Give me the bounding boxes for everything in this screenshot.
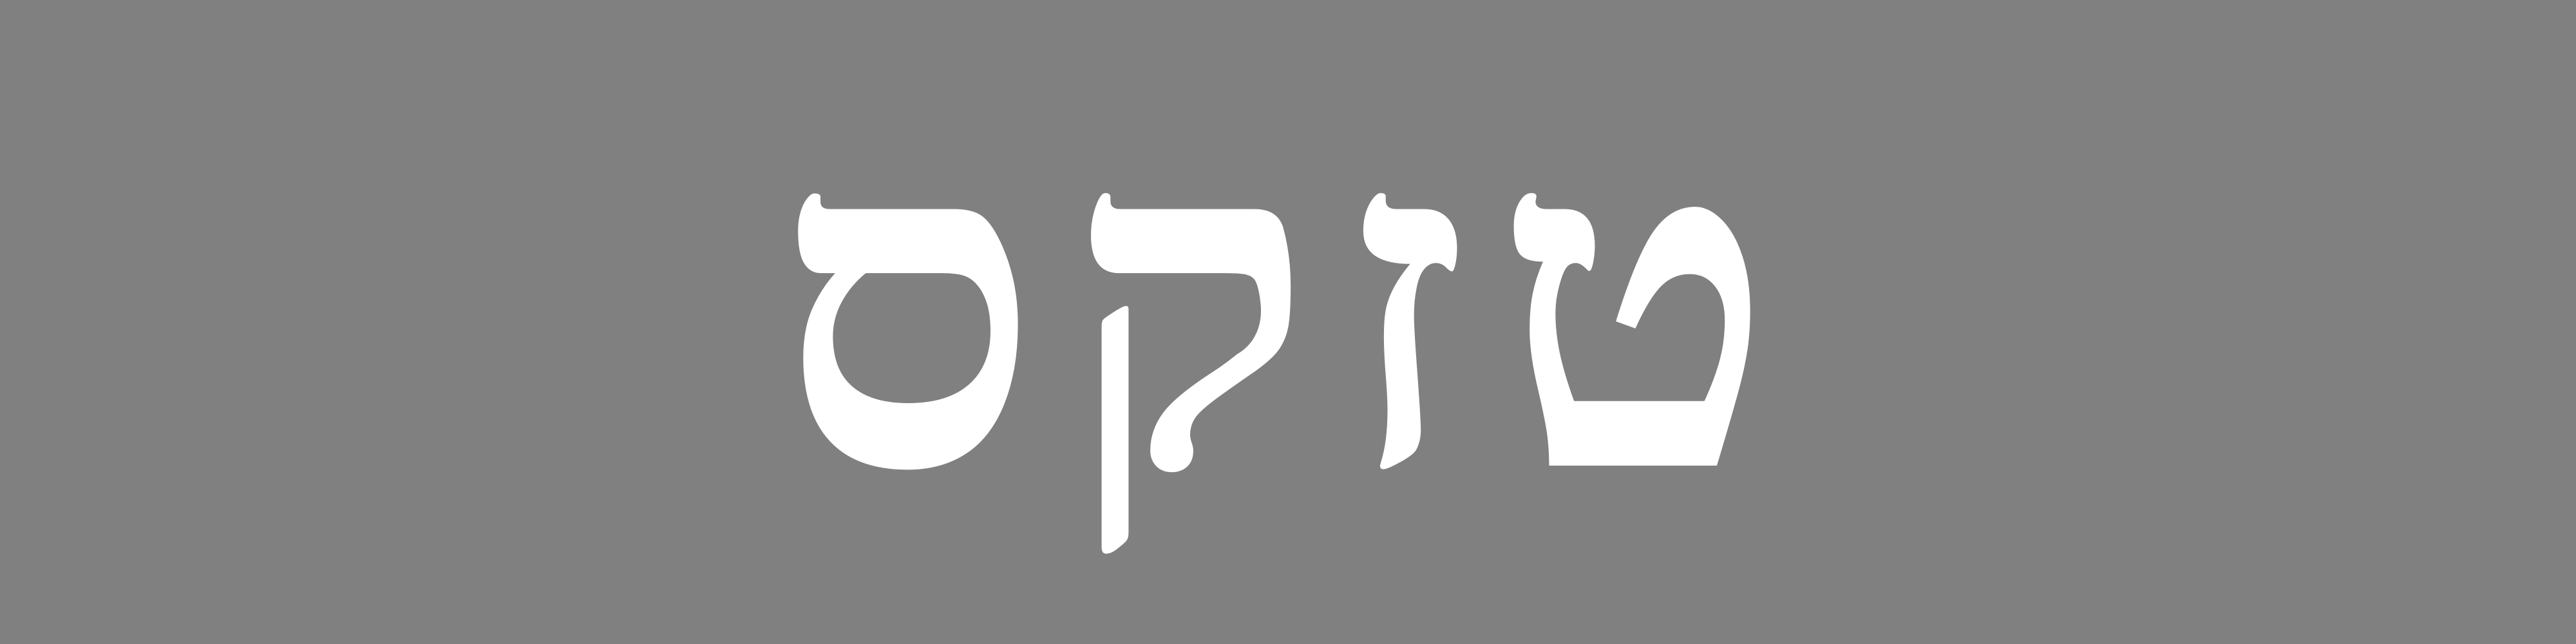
hebrew-word: טזקס <box>775 30 1801 575</box>
